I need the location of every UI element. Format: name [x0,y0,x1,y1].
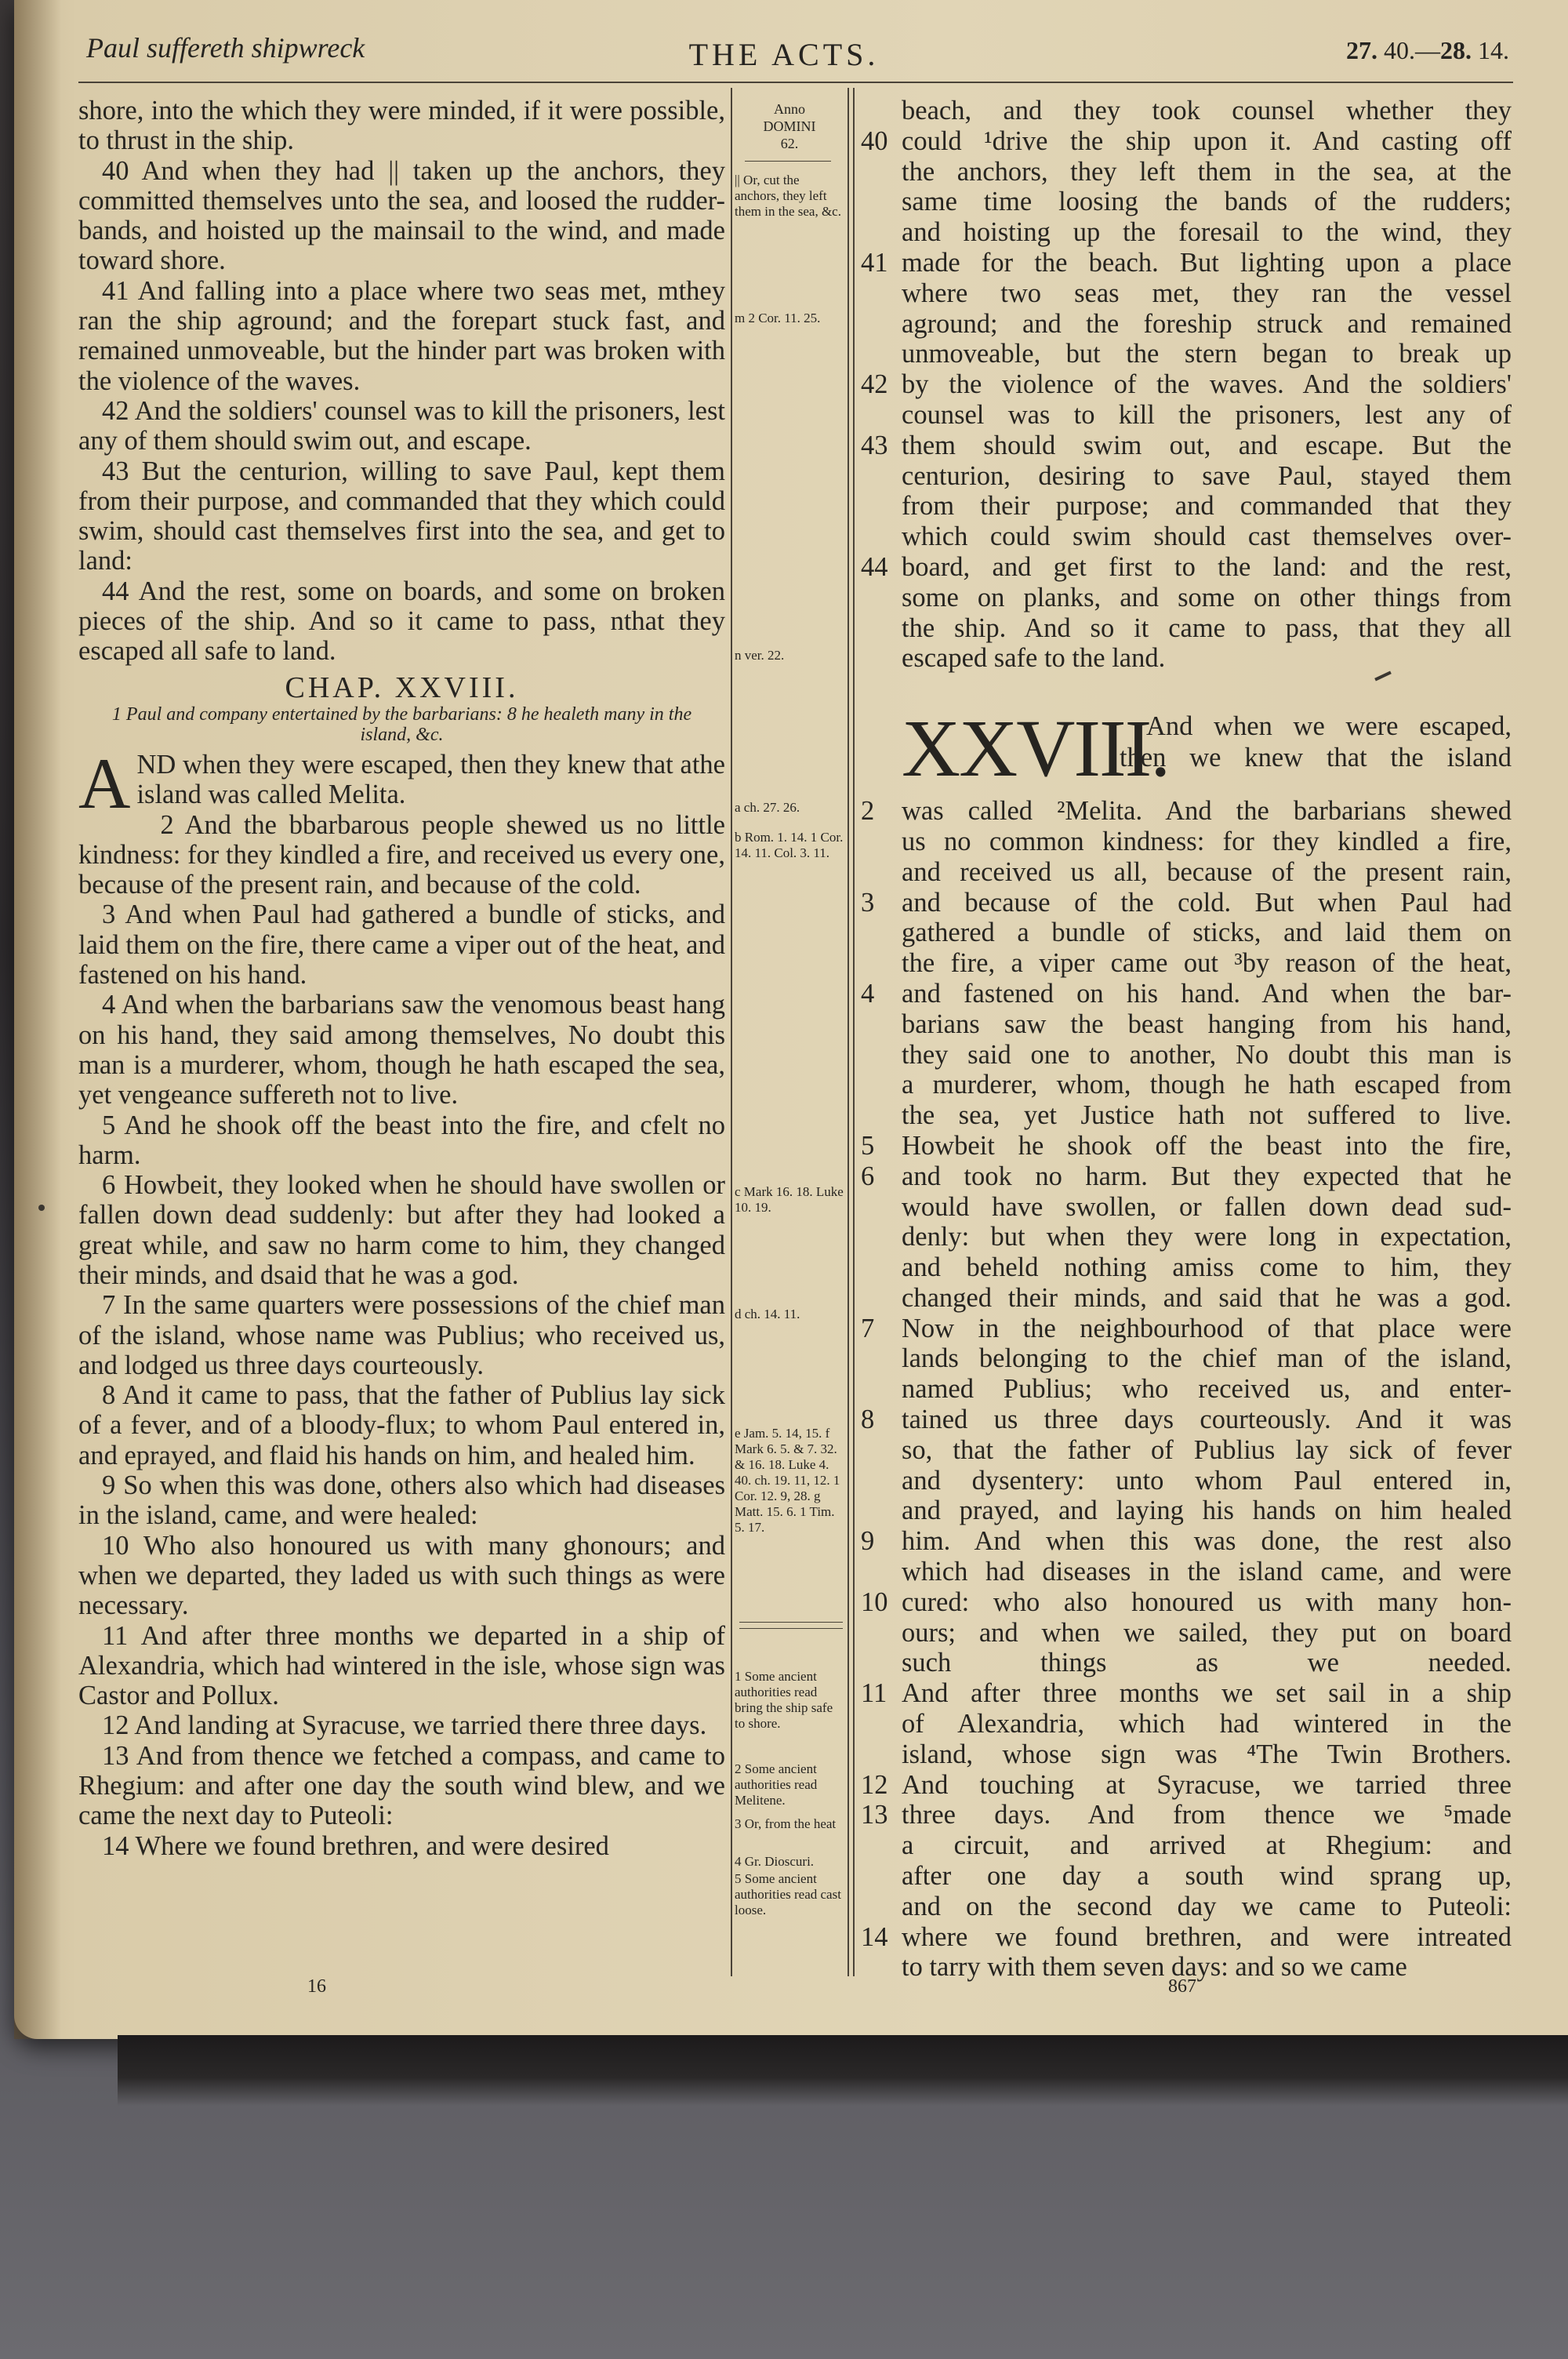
rv-line [861,1009,1512,1040]
spine-shadow [14,0,61,2039]
margin-ref-b: b Rom. 1. 14. 1 Cor. 14. 11. Col. 3. 11. [735,830,844,860]
rv-chapter-number: XXVIII. [902,703,1170,794]
rv-line-text: aground; and the foreship struck and remained [902,308,1512,339]
rv-line-text: the fire, a viper came out ³by reason of the heat, [902,948,1512,979]
margin-ref-e: e Jam. 5. 14, 15. f Mark 6. 5. & 7. 32. & 16. 18. Luke 4. 40. ch. 19. 11, 12. 1 Cor. 12. 9, 28. g Matt. 15. 6. 1 Tim. 5. 17. [735,1426,840,1535]
rv-line [861,1466,1512,1496]
ink-dot [38,1205,45,1211]
rv-line [861,1283,1512,1314]
margin-ref-d: d ch. 14. 11. [735,1307,800,1321]
rv-line-text: tained us three days courteously. And it was [902,1405,1512,1435]
verse-7: 7 In the same quarters were possessions of the chief man of the island, whose name was Publius; who received us, and lodged us three days courteously. [78,1290,725,1380]
revised-version-column [861,96,1512,1983]
rv-line-text: unmoveable, but the stern began to break up [902,339,1512,369]
rv-opening-line-1: And when we were escaped, [1146,711,1512,742]
rv-chapter-28 [861,796,1512,1983]
rv-verse-number: 12 [861,1769,888,1800]
margin-ref-a: a ch. 27. 26. [735,800,800,815]
rv-line [861,1131,1512,1161]
rv-line [861,1252,1512,1283]
rv-line [861,1526,1512,1557]
footnote-2: 2 Some ancient authorities read Melitene. [735,1761,818,1808]
rv-line [861,1100,1512,1131]
rv-line [861,1800,1512,1830]
rv-line-text: where we found brethren, and were intreated [902,1921,1512,1952]
verse-42: 42 And the soldiers' counsel was to kill the prisoners, lest any of them should swim out, and escape. [78,395,725,456]
rv-opening-line-2: then we knew that the island [1120,743,1512,773]
rv-line [861,157,1512,187]
anno-line-1: Anno [774,101,805,117]
rv-line [861,309,1512,340]
rv-line-text: denly: but when they were long in expectation, [902,1222,1512,1252]
verse-2: 2 And the bbarbarous people shewed us no little kindness: for they kindled a fire, and received us every one, because of the present rain, and because of the cold. [78,809,725,900]
rv-line-text: which had diseases in the island came, and were [902,1557,1512,1587]
rv-line [861,96,1512,126]
rv-line-text: escaped safe to the land. [902,643,1166,674]
rv-line-text: Now in the neighbourhood of that place were [902,1313,1512,1343]
rv-line [861,1161,1512,1192]
rv-line-text: to tarry with them seven days: and so we came [902,1952,1407,1983]
rv-line-text: lands belonging to the chief man of the island, [902,1343,1512,1374]
rv-line-text: some on planks, and some on other things from [902,582,1512,612]
rv-line-text: barians saw the beast hanging from his hand, [902,1009,1512,1039]
rv-line [861,827,1512,857]
rv-verse-number: 8 [861,1405,875,1435]
chapter-summary: 1 Paul and company entertained by the barbarians: 8 he healeth many in the island, &c. [111,703,692,745]
rv-line [861,1922,1512,1953]
rv-line [861,1314,1512,1344]
rv-line [861,1830,1512,1861]
rv-line [861,643,1512,674]
rv-line-text: and received us all, because of the present rain, [902,856,1512,887]
rv-verse-number: 11 [861,1678,887,1709]
rv-line [861,796,1512,827]
rv-verse-number: 6 [861,1161,875,1191]
rv-line [861,1770,1512,1801]
verse-12: 12 And landing at Syracuse, we tarried there three days. [102,1710,707,1741]
margin-ref-m: m 2 Cor. 11. 25. [735,311,821,325]
rv-line [861,369,1512,400]
page-number-left: 16 [307,1976,326,1997]
verse-5: 5 And he shook off the beast into the fire, and cfelt no harm. [78,1110,725,1170]
running-head-reference [1346,36,1509,83]
rv-line [861,613,1512,644]
rv-verse-number: 9 [861,1526,875,1557]
verse-3: 3 And when Paul had gathered a bundle of sticks, and laid them on the fire, there came a viper out of the heat, and fastened on his hand. [78,900,725,990]
rv-line-text: the anchors, they left them in the sea, at the [902,156,1512,187]
rv-chapter-opening [861,705,1512,796]
rv-line-text: from their purpose; and commanded that they [902,491,1512,522]
rv-line-text: such things as we needed. [902,1648,1512,1678]
rv-line [861,248,1512,278]
rv-verse-number: 40 [861,125,888,156]
rv-line [861,1040,1512,1070]
rv-verse-number: 42 [861,369,888,400]
rv-verse-number: 13 [861,1800,888,1830]
book-edge-shadow [118,2035,1568,2106]
rv-line [861,1343,1512,1374]
rv-line-text: a murderer, whom, though he hath escaped from [902,1070,1512,1100]
rv-line [861,1496,1512,1526]
rv-line [861,552,1512,583]
rv-line-text: beach, and they took counsel whether they [902,96,1512,125]
verse-text: shore, into the which they were minded, if it were possible, to thrust in the ship. [78,96,725,156]
rv-line [861,126,1512,157]
rv-line [861,979,1512,1009]
rv-verse-number: 14 [861,1921,888,1952]
rv-line [861,1222,1512,1252]
rv-line-text: island, whose sign was ⁴The Twin Brothers. [902,1739,1512,1769]
rv-line [861,1618,1512,1648]
rv-line [861,461,1512,492]
rv-line-text: And touching at Syracuse, we tarried three [902,1769,1512,1800]
rv-line-text: same time loosing the bands of the rudders; [902,187,1512,217]
verse-1 [78,743,725,823]
rv-chapter-27 [861,96,1512,674]
rv-line [861,1709,1512,1739]
rv-line [861,1557,1512,1587]
rv-line [861,1435,1512,1466]
rv-line-text: centurion, desiring to save Paul, stayed them [902,460,1512,491]
ref-verse-end: 14. [1472,36,1509,64]
footnote-1: 1 Some ancient authorities read bring the ship safe to shore. [735,1669,833,1731]
verse-40: 40 And when they had || taken up the anchors, they committed themselves unto the sea, and loosed the rudder-bands, and hoisted up the mainsail to the wind, and made toward shore. [78,155,725,276]
rv-line [861,1892,1512,1922]
rv-verse-number: 7 [861,1313,875,1343]
verse-13: 13 And from thence we fetched a compass, and came to Rhegium: and after one day the south wind blew, and we came the next day to Puteoli: [78,1740,725,1831]
rv-line [861,187,1512,217]
footnote-rule-1 [739,1622,843,1623]
verse-8: 8 And it came to pass, that the father of Publius lay sick of a fever, and of a bloody-flux; to whom Paul entered in, and eprayed, and flaid his hands on him, and healed him. [78,1380,725,1470]
rv-verse-number: 5 [861,1130,875,1161]
rv-line-text: three days. And from thence we ⁵made [902,1800,1512,1830]
rv-line-text: and dysentery: unto whom Paul entered in, [902,1465,1512,1496]
rv-line [861,888,1512,918]
anno-line-3: 62. [780,136,799,151]
rv-line-text: cured: who also honoured us with many hon- [902,1587,1512,1617]
rv-line-text: them should swim out, and escape. But the [902,430,1512,460]
footnote-rule-2 [739,1628,843,1629]
verse-41: 41 And falling into a place where two seas met, mthey ran the ship aground; and the forepart stuck fast, and remained unmoveable, but the hinder part was broken with the violence of the waves. [78,275,725,396]
footnote-5: 5 Some ancient authorities read cast loose. [735,1871,841,1917]
running-head-title: THE ACTS. [688,37,880,72]
header-rule [78,82,1513,83]
rv-line-text: was called ²Melita. And the barbarians shewed [902,796,1512,827]
rv-line [861,583,1512,613]
ref-verse-range: 40.— [1377,36,1440,64]
rv-line-text: us no common kindness: for they kindled a fire, [902,826,1512,856]
rv-verse-number: 10 [861,1587,888,1617]
verse-6: 6 Howbeit, they looked when he should have swollen or fallen down dead suddenly: but after they had looked a great while, and saw no harm come to him, they changed their minds, and dsaid that he was a god. [78,1170,725,1290]
verse-14: 14 Where we found brethren, and were desired [102,1830,609,1861]
chapter-title: CHAP. XXVIII. [285,671,519,704]
rv-line [861,400,1512,431]
rv-line-text: gathered a bundle of sticks, and laid them on [902,918,1512,948]
rv-line [861,1070,1512,1100]
rv-line-text: a circuit, and arrived at Rhegium: and [902,1830,1512,1861]
verse-44: 44 And the rest, some on boards, and some on broken pieces of the ship. And so it came to pass, nthat they escaped all safe to land. [78,576,725,667]
rv-line-text: made for the beach. But lighting upon a place [902,247,1512,278]
rv-line-text: after one day a south wind sprang up, [902,1861,1512,1892]
ref-chapter-2: 28. [1440,36,1472,64]
rv-line-text: and beheld nothing amiss come to him, they [902,1252,1512,1283]
verse-1-text: ND when they were escaped, then they knew that athe island was called Melita. [136,749,725,810]
rv-line-text: and prayed, and laying his hands on him healed [902,1496,1512,1526]
column-rule-left [731,88,732,1976]
rv-line-text: changed their minds, and said that he was a god. [902,1282,1512,1313]
rv-line [861,431,1512,461]
rv-line-text: and took no harm. But they expected that he [902,1161,1512,1191]
rv-line [861,857,1512,888]
rv-line-text: and fastened on his hand. And when the bar- [902,978,1512,1009]
verse-9: 9 So when this was done, others also which had diseases in the island, came, and were healed: [78,1470,725,1531]
kjv-column [78,96,725,1861]
rv-line-text: and hoisting up the foresail to the wind, they [902,217,1512,248]
rv-line-text: Howbeit he shook off the beast into the fire, [902,1130,1512,1161]
rv-line-text: And after three months we set sail in a ship [902,1678,1512,1709]
rv-line-text: they said one to another, No doubt this man is [902,1039,1512,1070]
rv-line [861,217,1512,248]
anno-rule [745,161,831,162]
running-head-left: Paul suffereth shipwreck [86,32,365,64]
rv-line [861,1861,1512,1892]
rv-verse-number: 2 [861,796,875,827]
margin-ref-c: c Mark 16. 18. Luke 10. 19. [735,1184,844,1215]
rv-line-text: where two seas met, they ran the vessel [902,278,1512,308]
page-number-right: 867 [1168,1976,1196,1997]
anno-line-2: DOMINI [763,118,816,134]
rv-line-text: of Alexandria, which had wintered in the [902,1709,1512,1739]
verse-4: 4 And when the barbarians saw the venomous beast hang on his hand, they said among themselves, No doubt this man is a murderer, whom, though he hath escaped the sea, yet vengeance suffereth not to live. [78,990,725,1110]
rv-verse-number: 3 [861,887,875,918]
drop-cap: A [78,743,131,823]
verse-43: 43 But the centurion, willing to save Paul, kept them from their purpose, and commanded that they which could swim, should cast themselves first into the sea, and get to land: [78,456,725,576]
rv-line-text: the sea, yet Justice hath not suffered to live. [902,1100,1512,1131]
rv-line-text: so, that the father of Publius lay sick of fever [902,1434,1512,1465]
margin-note-or: || Or, cut the anchors, they left them in the sea, &c. [735,173,841,219]
footnote-3: 3 Or, from the heat [735,1816,837,1831]
rv-verse-number: 4 [861,978,875,1009]
rv-verse-number: 41 [861,247,888,278]
rv-line [861,1648,1512,1678]
rv-line-text: and because of the cold. But when Paul had [902,887,1512,918]
rv-line-text: him. And when this was done, the rest also [902,1526,1512,1557]
rv-line [861,1374,1512,1405]
rv-line [861,1192,1512,1223]
rv-line [861,1739,1512,1770]
rv-line-text: counsel was to kill the prisoners, lest any of [902,399,1512,430]
verse-11: 11 And after three months we departed in a ship of Alexandria, which had wintered in the isle, whose sign was Castor and Pollux. [78,1620,725,1711]
rv-line-text: and on the second day we came to Puteoli: [902,1891,1512,1921]
anno-domini [735,100,844,152]
rv-line-text: the ship. And so it came to pass, that they all [902,612,1512,643]
column-rule-right-2 [853,88,855,1976]
rv-line-text: ours; and when we sailed, they put on board [902,1617,1512,1648]
rv-line-text: named Publius; who received us, and enter- [902,1374,1512,1405]
rv-line [861,522,1512,552]
margin-ref-n: n ver. 22. [735,648,785,663]
rv-line [861,278,1512,309]
rv-line [861,1587,1512,1618]
rv-verse-number: 44 [861,551,888,582]
rv-line [861,1678,1512,1709]
rv-line [861,918,1512,948]
rv-line [861,948,1512,979]
rv-line-text: could ¹drive the ship upon it. And casting off [902,125,1512,156]
rv-verse-number: 43 [861,430,888,460]
rv-line [861,1405,1512,1435]
rv-line-text: board, and get first to the land: and the rest, [902,551,1512,582]
column-rule-right-1 [848,88,849,1976]
rv-line-text: would have swollen, or fallen down dead sud- [902,1191,1512,1222]
footnote-4: 4 Gr. Dioscuri. [735,1854,815,1869]
rv-line [861,339,1512,369]
rv-line-text: which could swim should cast themselves over- [902,522,1512,552]
rv-line-text: by the violence of the waves. And the soldiers' [902,369,1512,400]
rv-line [861,491,1512,522]
verse-10: 10 Who also honoured us with many ghonours; and when we departed, they laded us with such things as were necessary. [78,1530,725,1621]
ref-chapter-1: 27. [1346,36,1377,64]
